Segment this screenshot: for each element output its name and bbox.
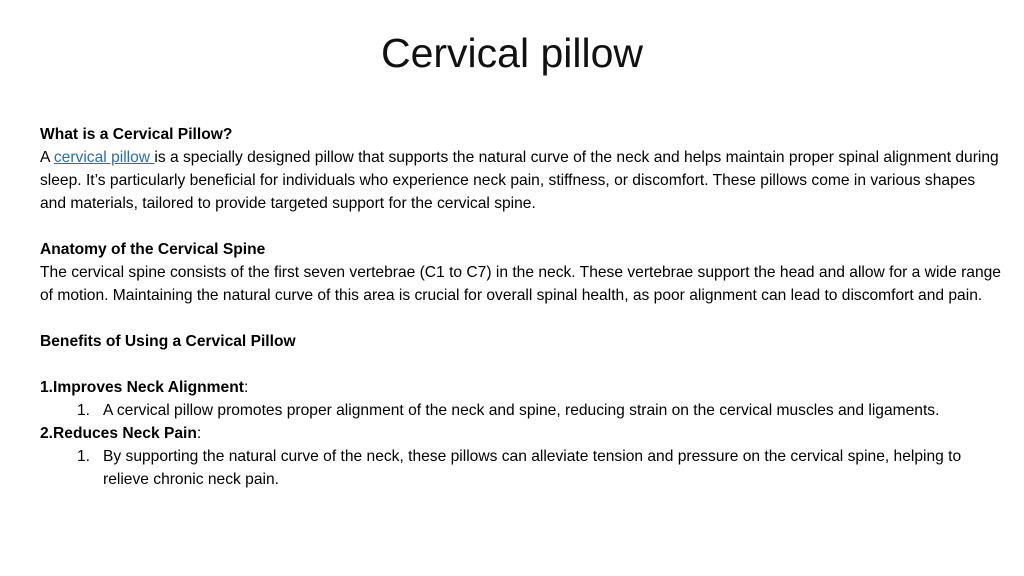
blank-line (40, 353, 1005, 376)
section-heading-what-is: What is a Cervical Pillow? (40, 126, 233, 143)
benefit-item (40, 376, 1005, 399)
benefit-item (40, 422, 1005, 445)
paragraph-body: is a specially designed pillow that supports the natural curve of the neck and helps maintain proper spinal alignment during sleep. It’s particularly beneficial for individuals who experience neck pain, stiffness, or discomfort. These pillows come in various shapes and materials, tailored to provide targeted support for the cervical spine. (40, 149, 999, 212)
sub-item-number: 1. (77, 402, 91, 419)
sub-item-text: A cervical pillow promotes proper alignment of the neck and spine, reducing strain on the cervical muscles and ligaments. (103, 402, 940, 419)
section-paragraph-what-is (40, 146, 1005, 215)
slide-title: Cervical pillow (380, 30, 643, 76)
sub-item-number: 1. (77, 448, 91, 465)
section-heading-anatomy: Anatomy of the Cervical Spine (40, 241, 266, 258)
cervical-pillow-link[interactable]: cervical pillow (53, 149, 155, 166)
section-paragraph-anatomy: The cervical spine consists of the first seven vertebrae (C1 to C7) in the neck. These vertebrae support the head and allow for a wide range of motion. Maintaining the natural curve of this area is crucial for overall spinal health, as poor alignment can lead to discomfort and pain. (40, 264, 1001, 304)
section-heading-benefits: Benefits of Using a Cervical Pillow (40, 333, 296, 350)
benefit-suffix: : (196, 425, 202, 442)
benefit-suffix: : (243, 379, 249, 396)
benefit-title: 1.Improves Neck Alignment (40, 379, 244, 396)
benefit-title: 2.Reduces Neck Pain (40, 425, 197, 442)
benefit-sub-item (40, 399, 1005, 422)
paragraph-prefix: A (40, 149, 54, 166)
sub-item-text: By supporting the natural curve of the neck, these pillows can alleviate tension and pressure on the cervical spine, helping to relieve chronic neck pain. (103, 448, 962, 488)
benefit-sub-item (40, 445, 1005, 491)
benefit-sub-list (40, 445, 1005, 491)
blank-line (40, 215, 1005, 238)
benefit-sub-list (40, 399, 1005, 422)
blank-line (40, 307, 1005, 330)
slide-content (40, 123, 1005, 491)
